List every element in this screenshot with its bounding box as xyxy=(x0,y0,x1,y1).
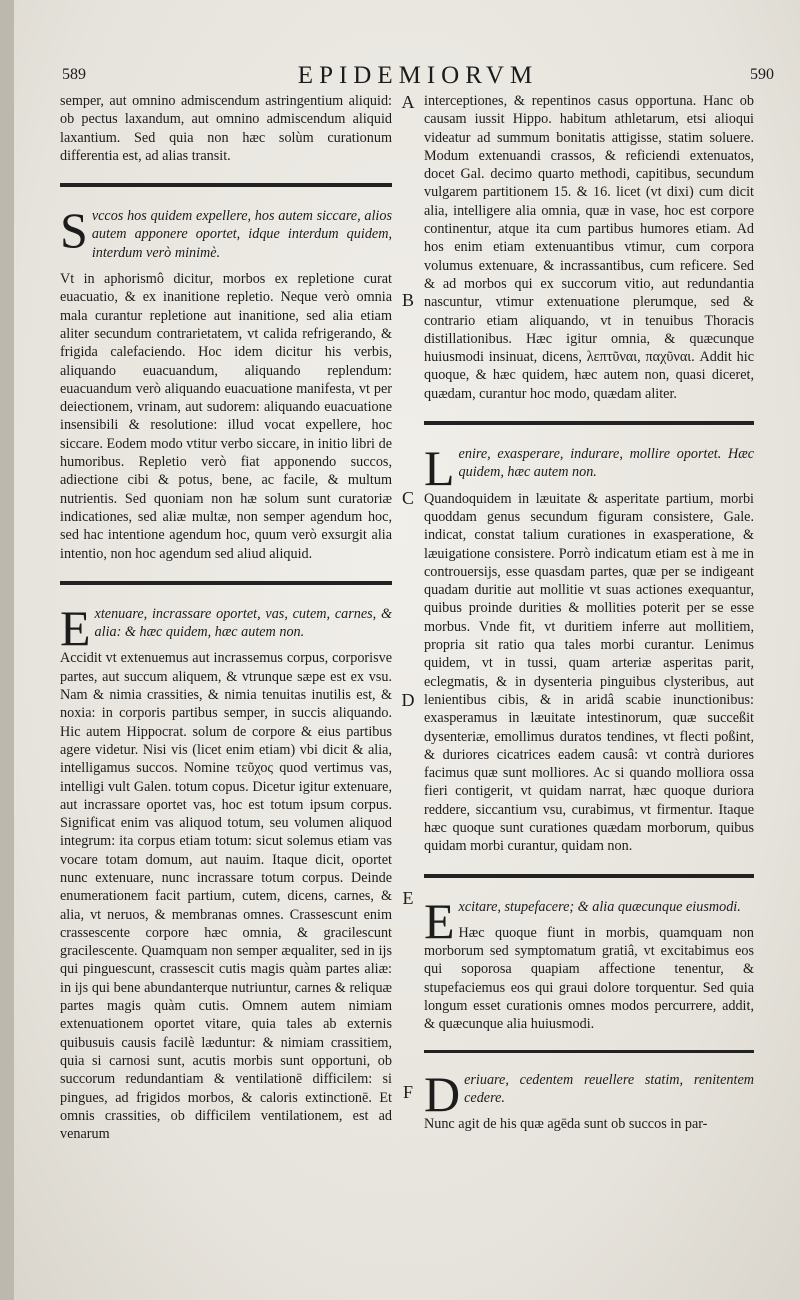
right-column xyxy=(424,92,754,1142)
lemma-heading: Extenuare, incrassare oportet, vas, cutem, carnes, & alia: & hæc quidem, hæc autem non. xyxy=(60,599,392,656)
left-page-number: 589 xyxy=(62,66,86,83)
binding-gutter xyxy=(0,0,14,1300)
section-divider xyxy=(424,421,754,425)
section-divider xyxy=(424,1050,754,1053)
paragraph: semper, aut omnino admiscendum astringentium aliquid: ob pectus laxandum, aut omnino admiscendum aliquid laxantium. Sed quia non hæc solùm curationum differentia est, ad alias transit. xyxy=(60,93,392,164)
right-page-number: 590 xyxy=(750,66,774,83)
section-divider xyxy=(60,183,392,187)
paragraph: Quandoquidem in læuitate & asperitate partium, morbi quoddam genus secundum figuram consistere, Gale. indicat, constat talium curationes in exasperatione, & læuigatione consistere. Porrò indicatum etiam est à me in controuersijs, esse quasdam partes, quæ per se indigeant quadam duritie aut mollitie vt suas actiones exequantur, quibus proinde durities & mollities poterit per se esse morbus. Vnde fit, vt duritiem inferre aut mollitiem, propria sit ratio qua tales morbi curantur. Lenimus quidem, vt in tussi, quam arteriæ asperitas parit, eclegmatis, & in dysenteria pinguibus clysteribus, aut lenientibus cibis, & in aridâ scabie inunctionibus: exasperamus in læuitate intestinorum, quæ succeßit dysenteriæ, emollimus duratos tendines, vt flecti poßint, & duriores cicatrices eadem causâ: vt contrà duriores facimus quæ sunt molliores. Ac si quando molliora ossa fieri contigerit, vt quidam narrat, hæc quoque duriora reddere, siccantium vsu, curabimus, vt firmentur. Itaque hæc quoque sunt curationes quædam morborum, quibus quidam morbi curantur, quidam non. xyxy=(424,490,754,855)
paragraph: Nunc agit de his quæ agēda sunt ob succos in par- xyxy=(424,1116,708,1133)
lemma-heading: Deriuare, cedentem reuellere statim, renitentem cedere. xyxy=(424,1065,754,1122)
left-column xyxy=(60,92,392,1151)
running-title: EPIDEMIORVM xyxy=(297,62,539,89)
paragraph: Hæc quoque fiunt in morbis, quamquam non morborum sed symptomatum gratiâ, vt excitabimus eos qui soporosa quapiam affectione tenentur, & stupefaciemus eos qui graui dolore torquentur. Sed quia longum esset curationis omnes modos percurrere, addit, & quæcunque alia huiusmodi. xyxy=(424,924,754,1033)
lemma-heading: Svccos hos quidem expellere, hos autem siccare, alios autem apponere oportet, idque interdum quidem, interdum verò minimè. xyxy=(60,202,392,261)
margin-letter-c: C xyxy=(401,488,414,508)
margin-letter-f: F xyxy=(402,1082,413,1102)
margin-letter-b: B xyxy=(401,290,414,310)
paragraph: Vt in aphorismô dicitur, morbos ex repletione curat euacuatio, & ex inanitione repletio. Neque verò omnia mala curantur repletione aut inanitione, sed alia etiam aliter secundum contrarietatem, vt calida refrigerando, & frigida calefaciendo. Hoc idem dicitur his verbis, aliquando euacuandum, aliquando replendum: euacuandum verò aliquando euacuatione manifesta, vt per deiectionem, vrinam, aut sudorem: aliquando euacuatione insensibili & resolutione: illud vocat expellere, hoc siccare. Eodem modo vtitur verbo siccare, in initio libri de humoribus. Repletio verò fiat apponendo succos, adiectione cibi & potus, bene, ac facile, & multum nutrientis. Sed quoniam non hæ solum sunt curatoriæ indicationes, sed aliæ multæ, non semper agendum hoc, sed hac intentione agendum hoc, quum verò exsurgit alia intentio, non hoc agendum sed aliud aliquid. xyxy=(60,271,392,562)
paragraph: Accidit vt extenuemus aut incrassemus corpus, corporisve partes, aut succum aliquem, & vtrunque sæpe est ex vsu. Nam & nimia crassities, & nimia tenuitas inutilis est, & noxia: in corporis partibus semper, in succis aliquando. Hic autem Hippocrat. solum de corpore & eius partibus agere videtur. Nisi vis (licet enim etiam) vbi dicit & alia, intelligamus succos. Nomine τεῦχος quod vertimus vas, intelligi vult Galen. totum copus. Dicetur igitur extenuare, aut incrassare oportet vas, hoc est totum ipsum corpus. Significat enim vas aliquod totum, seu volumen aliquod integrum: ita corpus etiam totum: sicut solemus etiam vas vocare totam domum, aut nauim. Itaque dicit, oportet nunc extenuare, nunc incrassare totum corpus. Deinde enumerationem facit partium, cutem, dicens, carnes, & alia, vt neruos, & membranas omnes. Crassescunt enim crassescente corpore hæc omnia, & gracilescunt gracilescente. Quamquam non semper æqualiter, sed in ijs qui pinguescunt, crassescit cutis magis quàm partes aliæ: in ijs qui bene abundanterque nutriuntur, carnes & reliquæ partes magis quàm cutis. Omnem autem nimiam extenuationem oportet vitare, quia tales ab externis quibusuis causis facilè læduntur: & nimiam crassitiem, quia si carnosi sunt, acutis morbis sunt opportuni, ob succorum redundantiam & ventilationē difficilem: si pingues, ad frigidos morbos, & caloris extinctionē. Et omnis crassities, ob difficilem ventilationem, est ad venarum xyxy=(60,650,392,1143)
lemma-heading: Excitare, stupefacere; & alia quæcunque eiusmodi. xyxy=(424,892,741,949)
margin-letter-e: E xyxy=(402,888,414,908)
margin-letter-d: D xyxy=(401,690,415,710)
running-header xyxy=(62,62,774,92)
section-divider xyxy=(60,581,392,585)
lemma-heading: Lenire, exasperare, indurare, mollire oportet. Hæc quidem, hæc autem non. xyxy=(424,440,754,497)
margin-letter-a: A xyxy=(401,92,415,112)
paragraph: interceptiones, & repentinos casus opportuna. Hanc ob causam iussit Hippo. habitum athletarum, etsi alioqui videatur ad summum bonitatis attigisse, statim soluere. Modum extenuandi crassos, & reficiendi extenuatos, docet Gal. decimo quarto methodi, capitibus, secundum vulgarem partitionem 15. & 16. licet (vt dixi) cum dicit alia, intelligere alia omnia, quæ in vase, hoc est corpore continentur, atque ita cum partibus humores etiam. Ad hos enim etiam extenuantibus vtimur, cum corpora volumus extenuare, & incrassantibus, cum reficere. Sed & ad morbos qui ex succorum vitio, aut redundantia nascuntur, vtimur extenuatione plerumque, sed & contrario etiam aliquando, vt in tenuibus Thoracis distillationibus. Hæc igitur omnia, & quæcunque huiusmodi insinuat, dicens, λεπτῦναι, παχῦναι. Addit hic quoque, & hæc quidem, hæc autem non, quasi diceret, quædam, curantur hoc modo, quædam aliter. xyxy=(424,93,754,402)
section-divider xyxy=(424,874,754,878)
